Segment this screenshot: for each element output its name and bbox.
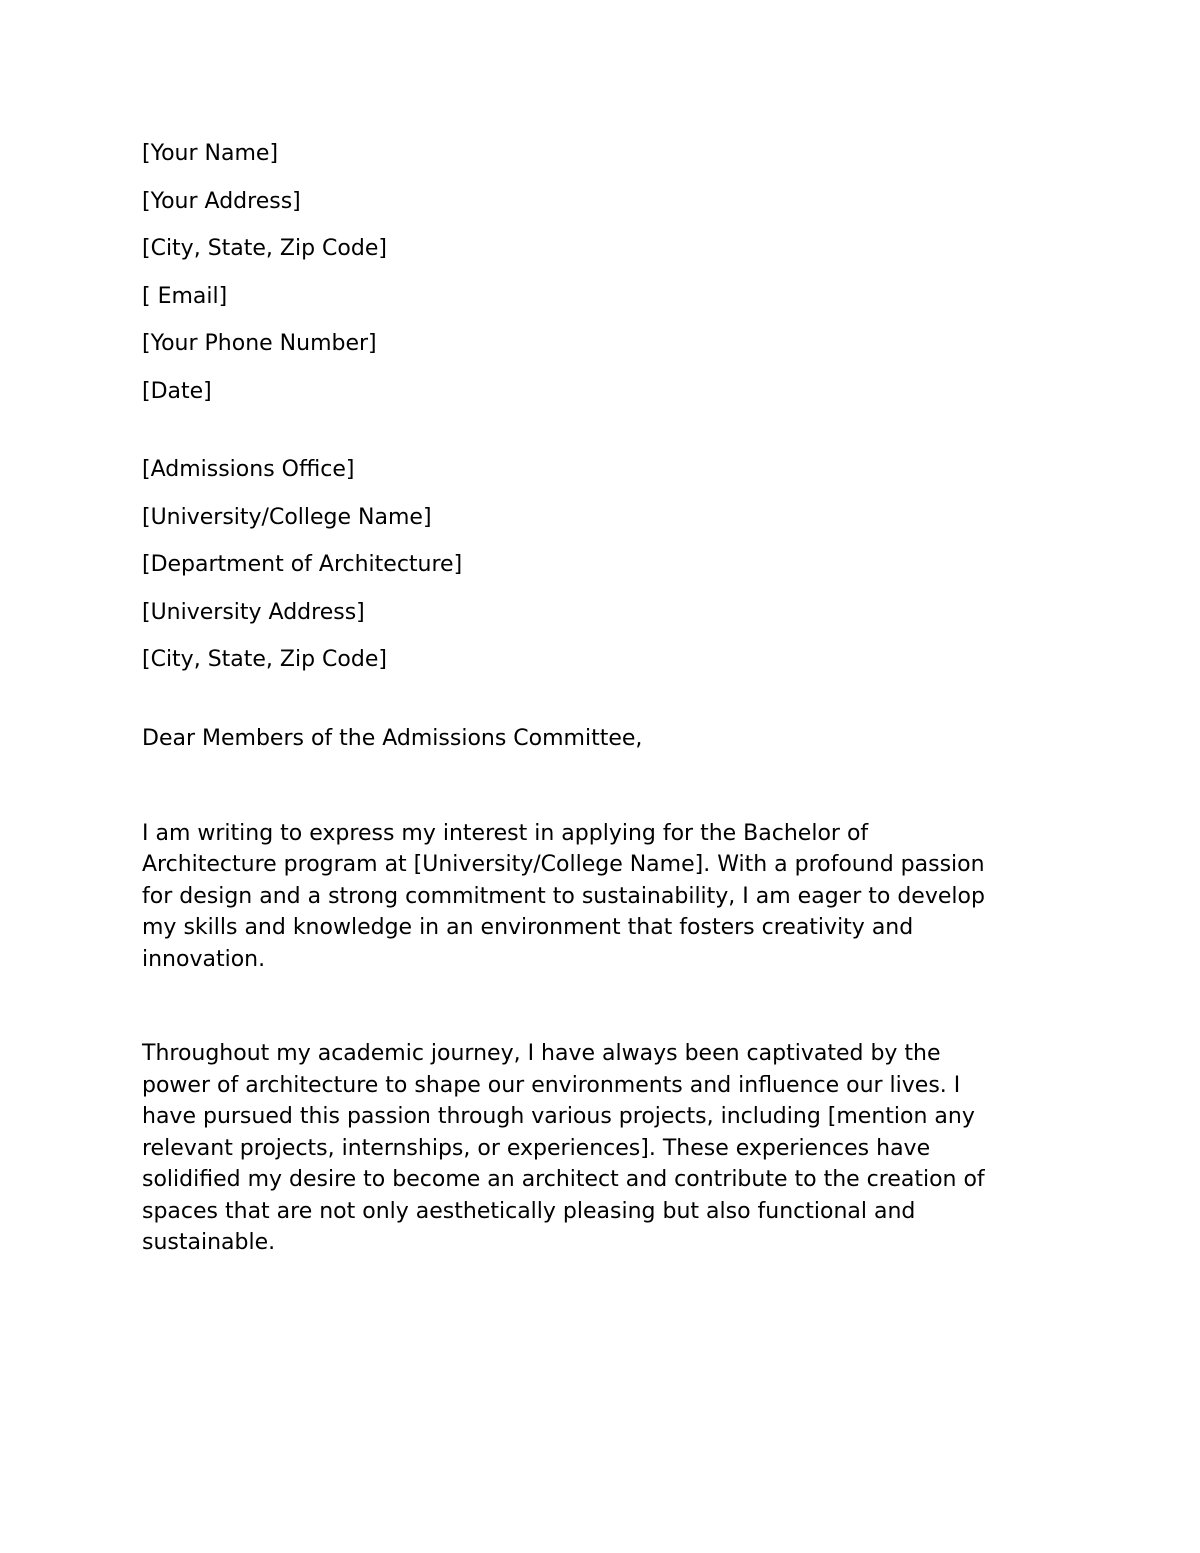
paragraph-line: innovation. — [142, 946, 266, 972]
paragraph-line: I am writing to express my interest in applying for the Bachelor of — [142, 820, 869, 846]
recipient-department: [Department of Architecture] — [142, 552, 463, 577]
spacer — [142, 423, 1052, 454]
paragraph-line: power of architecture to shape our environments and influence our lives. I — [142, 1072, 961, 1098]
salutation: Dear Members of the Admissions Committee, — [142, 725, 643, 751]
recipient-address-block — [142, 454, 1052, 676]
sender-city-state-zip: [City, State, Zip Code] — [142, 236, 387, 261]
recipient-office: [Admissions Office] — [142, 457, 355, 482]
paragraph-line: Architecture program at [University/College Name]. With a profound passion — [142, 852, 985, 877]
sender-address: [Your Address] — [142, 188, 301, 214]
spacer — [142, 755, 1052, 818]
recipient-address: [University Address] — [142, 599, 365, 625]
body-paragraph-2 — [142, 1038, 1052, 1259]
letter-body — [142, 138, 1052, 1259]
sender-address-block — [142, 138, 1052, 408]
paragraph-line: solidified my desire to become an architect and contribute to the creation of — [142, 1167, 985, 1192]
paragraph-line: spaces that are not only aesthetically pleasing but also functional and — [142, 1198, 916, 1224]
spacer — [142, 692, 1052, 723]
letter-date: [Date] — [142, 378, 212, 404]
recipient-institution: [University/College Name] — [142, 504, 432, 530]
sender-email: [ Email] — [142, 283, 228, 309]
sender-name: [Your Name] — [142, 141, 279, 166]
paragraph-line: sustainable. — [142, 1230, 276, 1255]
paragraph-line: my skills and knowledge in an environment that fosters creativity and — [142, 915, 914, 940]
paragraph-line: have pursued this passion through various projects, including [mention any — [142, 1104, 975, 1129]
recipient-city-state-zip: [City, State, Zip Code] — [142, 647, 387, 672]
spacer — [142, 975, 1052, 1038]
paragraph-line: Throughout my academic journey, I have always been captivated by the — [142, 1041, 941, 1066]
paragraph-line: relevant projects, internships, or experiences]. These experiences have — [142, 1135, 931, 1161]
paragraph-line: for design and a strong commitment to sustainability, I am eager to develop — [142, 883, 985, 909]
body-paragraph-1 — [142, 818, 1052, 976]
sender-phone: [Your Phone Number] — [142, 331, 377, 356]
